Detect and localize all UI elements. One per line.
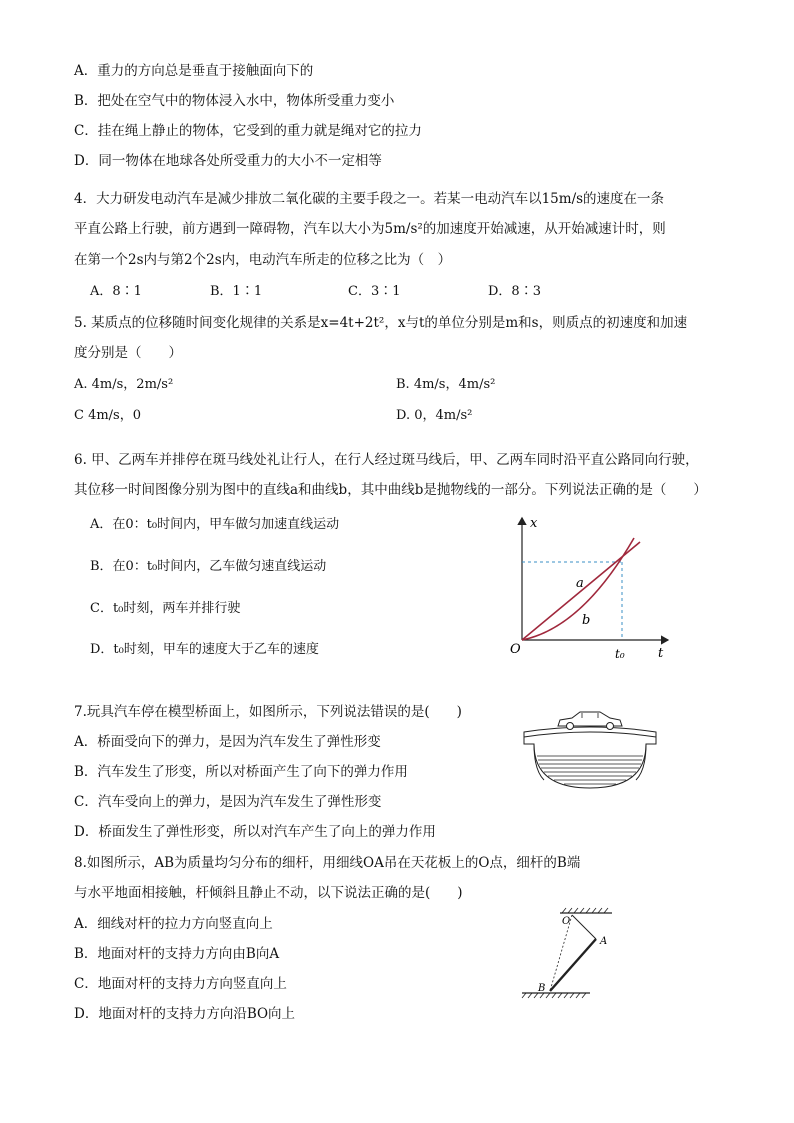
q7-option-d: D．桥面发生了弹性形变，所以对汽车产生了向上的弹力作用: [74, 824, 436, 840]
q8-string-oa: [572, 915, 596, 939]
q7-option-c: C．汽车受向上的弹力，是因为汽车发生了弹性形变: [74, 794, 382, 810]
q4-option-b: B．1∶1: [210, 284, 263, 299]
q8-label-o: O: [562, 916, 571, 927]
q4-option-d: D．8∶3: [488, 284, 541, 299]
q6-label-b: b: [582, 613, 591, 628]
q3-option-a: A．重力的方向总是垂直于接触面向下的: [74, 63, 314, 79]
q6-stem-line-1: 6. 甲、乙两车并排停在斑马线处礼让行人，在行人经过斑马线后，甲、乙两车同时沿平直公路同向行驶，: [74, 452, 699, 468]
q4-stem-line-3: 在第一个2s内与第2个2s内，电动汽车所走的位移之比为（ ）: [74, 252, 452, 268]
q5-option-c: C 4m/s，0: [74, 408, 141, 423]
q8-stem-line-2: 与水平地面相接触，杆倾斜且静止不动，以下说法正确的是( ): [74, 885, 463, 901]
q5-stem-line-2: 度分别是（ ）: [74, 345, 182, 361]
q7-bank-right: [636, 737, 656, 780]
q7-river-basin: [534, 744, 646, 788]
q7-option-a: A．桥面受向下的弹力，是因为汽车发生了弹性形变: [74, 734, 381, 750]
q8-ground-hatch: [522, 993, 586, 998]
q3-option-b: B．把处在空气中的物体浸入水中，物体所受重力变小: [74, 93, 395, 109]
q6-y-axis-label: x: [530, 516, 538, 531]
q4-stem-line-2: 平直公路上行驶，前方遇到一障碍物，汽车以大小为5m/s²的加速度开始减速，从开始减速计时，则: [74, 221, 666, 237]
q6-option-a: A．在0：t₀时间内，甲车做匀加速直线运动: [90, 517, 340, 532]
q6-option-c: C．t₀时刻，两车并排行驶: [90, 601, 241, 616]
q6-stem-line-2: 其位移一时间图像分别为图中的直线a和曲线b，其中曲线b是抛物线的一部分。下列说法正确的是（ ）: [74, 482, 707, 498]
q4-option-a: A．8∶1: [90, 284, 142, 299]
q4-option-c: C．3∶1: [348, 284, 401, 299]
q6-label-a: a: [576, 576, 584, 591]
q5-option-a: A. 4m/s，2m/s²: [74, 377, 174, 392]
q7-bank-left: [524, 737, 544, 780]
q5-stem-line-1: 5. 某质点的位移随时间变化规律的关系是x=4t+2t²，x与t的单位分别是m和s，则质点的初速度和加速: [74, 315, 688, 331]
q4-stem-line-1: 4．大力研发电动汽车是减少排放二氧化碳的主要手段之一。若某一电动汽车以15m/s的速度在一条: [74, 191, 665, 207]
q8-label-b: B: [538, 983, 546, 994]
q8-stem-line-1: 8.如图所示，AB为质量均匀分布的细杆，用细线OA吊在天花板上的O点，细杆的B端: [74, 855, 581, 871]
q8-rod-figure: [520, 905, 620, 1000]
q7-stem: 7.玩具汽车停在模型桥面上，如图所示，下列说法错误的是( ): [74, 704, 462, 720]
q7-bridge-figure: [520, 710, 660, 790]
q7-option-b: B．汽车发生了形变，所以对桥面产生了向下的弹力作用: [74, 764, 408, 780]
q8-option-d: D．地面对杆的支持力方向沿BO向上: [74, 1006, 296, 1022]
q8-label-a: A: [600, 936, 608, 947]
q6-xt-graph: [500, 510, 680, 670]
q8-option-a: A．细线对杆的拉力方向竖直向上: [74, 916, 273, 932]
q6-origin-label: O: [510, 642, 521, 657]
q8-option-c: C．地面对杆的支持力方向竖直向上: [74, 976, 287, 992]
q6-t-axis-label: t: [658, 646, 664, 661]
q8-rod-ab: [550, 939, 596, 991]
q8-ceiling-hatch: [562, 908, 608, 913]
q7-bridge-deck: [524, 727, 656, 737]
q6-option-d: D．t₀时刻，甲车的速度大于乙车的速度: [90, 642, 319, 657]
q5-option-d: D. 0，4m/s²: [396, 408, 473, 423]
q3-option-c: C．挂在绳上静止的物体，它受到的重力就是绳对它的拉力: [74, 123, 422, 139]
q8-option-b: B．地面对杆的支持力方向由B向A: [74, 946, 280, 962]
q6-t0-label: t₀: [615, 647, 625, 661]
q6-option-b: B．在0：t₀时间内，乙车做匀速直线运动: [90, 559, 327, 574]
q5-option-b: B. 4m/s，4m/s²: [396, 377, 496, 392]
q3-option-d: D．同一物体在地球各处所受重力的大小不一定相等: [74, 153, 382, 169]
